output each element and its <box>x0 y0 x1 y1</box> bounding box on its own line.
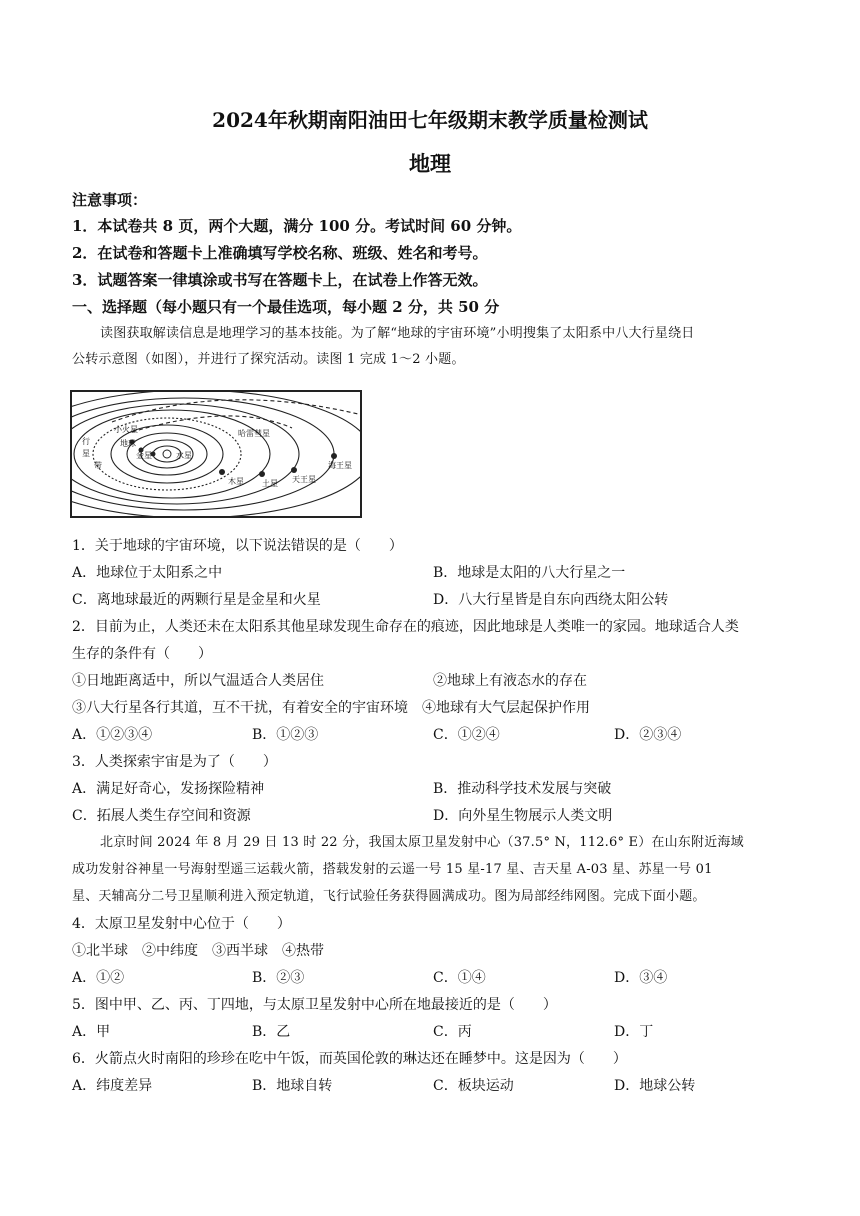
intro-paragraph-line: 北京时间 2024 年 8 月 29 日 13 时 22 分，我国太原卫星发射中心（37.5° N，112.6° E）在山东附近海域 <box>100 835 744 850</box>
sun-icon <box>163 450 171 458</box>
figure-label: 星 <box>82 449 90 458</box>
notice-item: 1．本试卷共 8 页，两个大题，满分 100 分。考试时间 60 分钟。 <box>72 217 522 235</box>
q6-option-a: A．纬度差异 <box>72 1078 153 1094</box>
q3-option-b: B．推动科学技术发展与突破 <box>433 781 612 797</box>
solar-system-diagram <box>72 392 360 516</box>
question-5-stem: 5．图中甲、乙、丙、丁四地，与太原卫星发射中心所在地最接近的是（ ） <box>72 997 557 1013</box>
q1-option-c: C．离地球最近的两颗行星是金星和火星 <box>72 592 321 608</box>
q5-option-a: A．甲 <box>72 1024 111 1040</box>
q3-option-a: A．满足好奇心，发扬探险精神 <box>72 781 265 797</box>
saturn-dot <box>259 471 265 477</box>
notice-item: 3．试题答案一律填涂或书写在答题卡上，在试卷上作答无效。 <box>72 271 488 289</box>
q2-statement: ②地球上有液态水的存在 <box>433 673 587 689</box>
uranus-dot <box>291 467 297 473</box>
q4-option-b: B．②③ <box>252 970 305 986</box>
q4-option-d: D．③④ <box>614 970 668 986</box>
q2-statement: ③八大行星各行其道，互不干扰，有着安全的宇宙环境 ④地球有大气层起保护作用 <box>72 700 590 716</box>
q1-option-b: B．地球是太阳的八大行星之一 <box>433 565 626 581</box>
figure-label: 海王星 <box>328 461 352 470</box>
notice-item: 2．在试卷和答题卡上准确填写学校名称、班级、姓名和考号。 <box>72 244 488 262</box>
intro-paragraph-line: 读图获取解读信息是地理学习的基本技能。为了解“地球的宇宙环境”小明搜集了太阳系中八大行星绕日 <box>100 326 695 341</box>
subject-title: 地理 <box>409 151 451 176</box>
figure-label: 地球 <box>120 439 136 448</box>
question-2-stem: 2．目前为止，人类还未在太阳系其他星球发现生命存在的痕迹，因此地球是人类唯一的家园。地球适合人类 <box>72 619 739 635</box>
q2-option-c: C．①②④ <box>433 727 500 743</box>
figure-label: 天王星 <box>292 475 316 484</box>
q2-option-b: B．①②③ <box>252 727 319 743</box>
intro-paragraph-line: 公转示意图（如图），并进行了探究活动。读图 1 完成 1～2 小题。 <box>72 352 465 367</box>
jupiter-dot <box>219 469 225 475</box>
q4-statements: ①北半球 ②中纬度 ③西半球 ④热带 <box>72 943 324 959</box>
section-heading: 一、选择题（每小题只有一个最佳选项，每小题 2 分，共 50 分 <box>72 298 500 316</box>
question-6-stem: 6．火箭点火时南阳的珍珍在吃中午饭，而英国伦敦的琳达还在睡梦中。这是因为（ ） <box>72 1051 627 1067</box>
q5-option-b: B．乙 <box>252 1024 291 1040</box>
figure-label: 行 <box>82 437 90 446</box>
q5-option-d: D．丁 <box>614 1024 654 1040</box>
question-2-stem: 生存的条件有（ ） <box>72 646 212 662</box>
figure-label: 木星 <box>228 477 244 486</box>
notice-heading: 注意事项： <box>72 191 148 209</box>
figure-label: 小火星 <box>114 425 138 434</box>
q6-option-c: C．板块运动 <box>433 1078 514 1094</box>
question-1-stem: 1．关于地球的宇宙环境，以下说法错误的是（ ） <box>72 538 403 554</box>
question-3-stem: 3．人类探索宇宙是为了（ ） <box>72 754 277 770</box>
figure-label: 土星 <box>262 479 278 488</box>
q4-option-c: C．①④ <box>433 970 486 986</box>
q6-option-b: B．地球自转 <box>252 1078 333 1094</box>
q1-option-d: D．八大行星皆是自东向西绕太阳公转 <box>433 592 669 608</box>
q4-option-a: A．①② <box>72 970 125 986</box>
figure-label: 带 <box>94 461 102 470</box>
figure-label: 水星 <box>176 451 192 460</box>
q3-option-c: C．拓展人类生存空间和资源 <box>72 808 251 824</box>
q6-option-d: D．地球公转 <box>614 1078 696 1094</box>
q3-option-d: D．向外星生物展示人类文明 <box>433 808 613 824</box>
q5-option-c: C．丙 <box>433 1024 472 1040</box>
figure-label: 金星 <box>136 451 152 460</box>
solar-system-figure <box>70 390 362 518</box>
intro-paragraph-line: 成功发射谷神星一号海射型遥三运载火箭，搭载发射的云遥一号 15 星-17 星、吉天星 A-03 星、苏星一号 01 <box>72 862 713 877</box>
neptune-dot <box>331 453 337 459</box>
q2-option-d: D．②③④ <box>614 727 682 743</box>
figure-label: 哈雷彗星 <box>238 429 270 438</box>
exam-title: 2024年秋期南阳油田七年级期末教学质量检测试 <box>212 108 648 132</box>
q2-statement: ①日地距离适中，所以气温适合人类居住 <box>72 673 324 689</box>
intro-paragraph-line: 星、天辅高分二号卫星顺利进入预定轨道，飞行试验任务获得圆满成功。图为局部经纬网图。完成下面小题。 <box>72 889 706 904</box>
question-4-stem: 4．太原卫星发射中心位于（ ） <box>72 916 291 932</box>
q2-option-a: A．①②③④ <box>72 727 153 743</box>
q1-option-a: A．地球位于太阳系之中 <box>72 565 223 581</box>
